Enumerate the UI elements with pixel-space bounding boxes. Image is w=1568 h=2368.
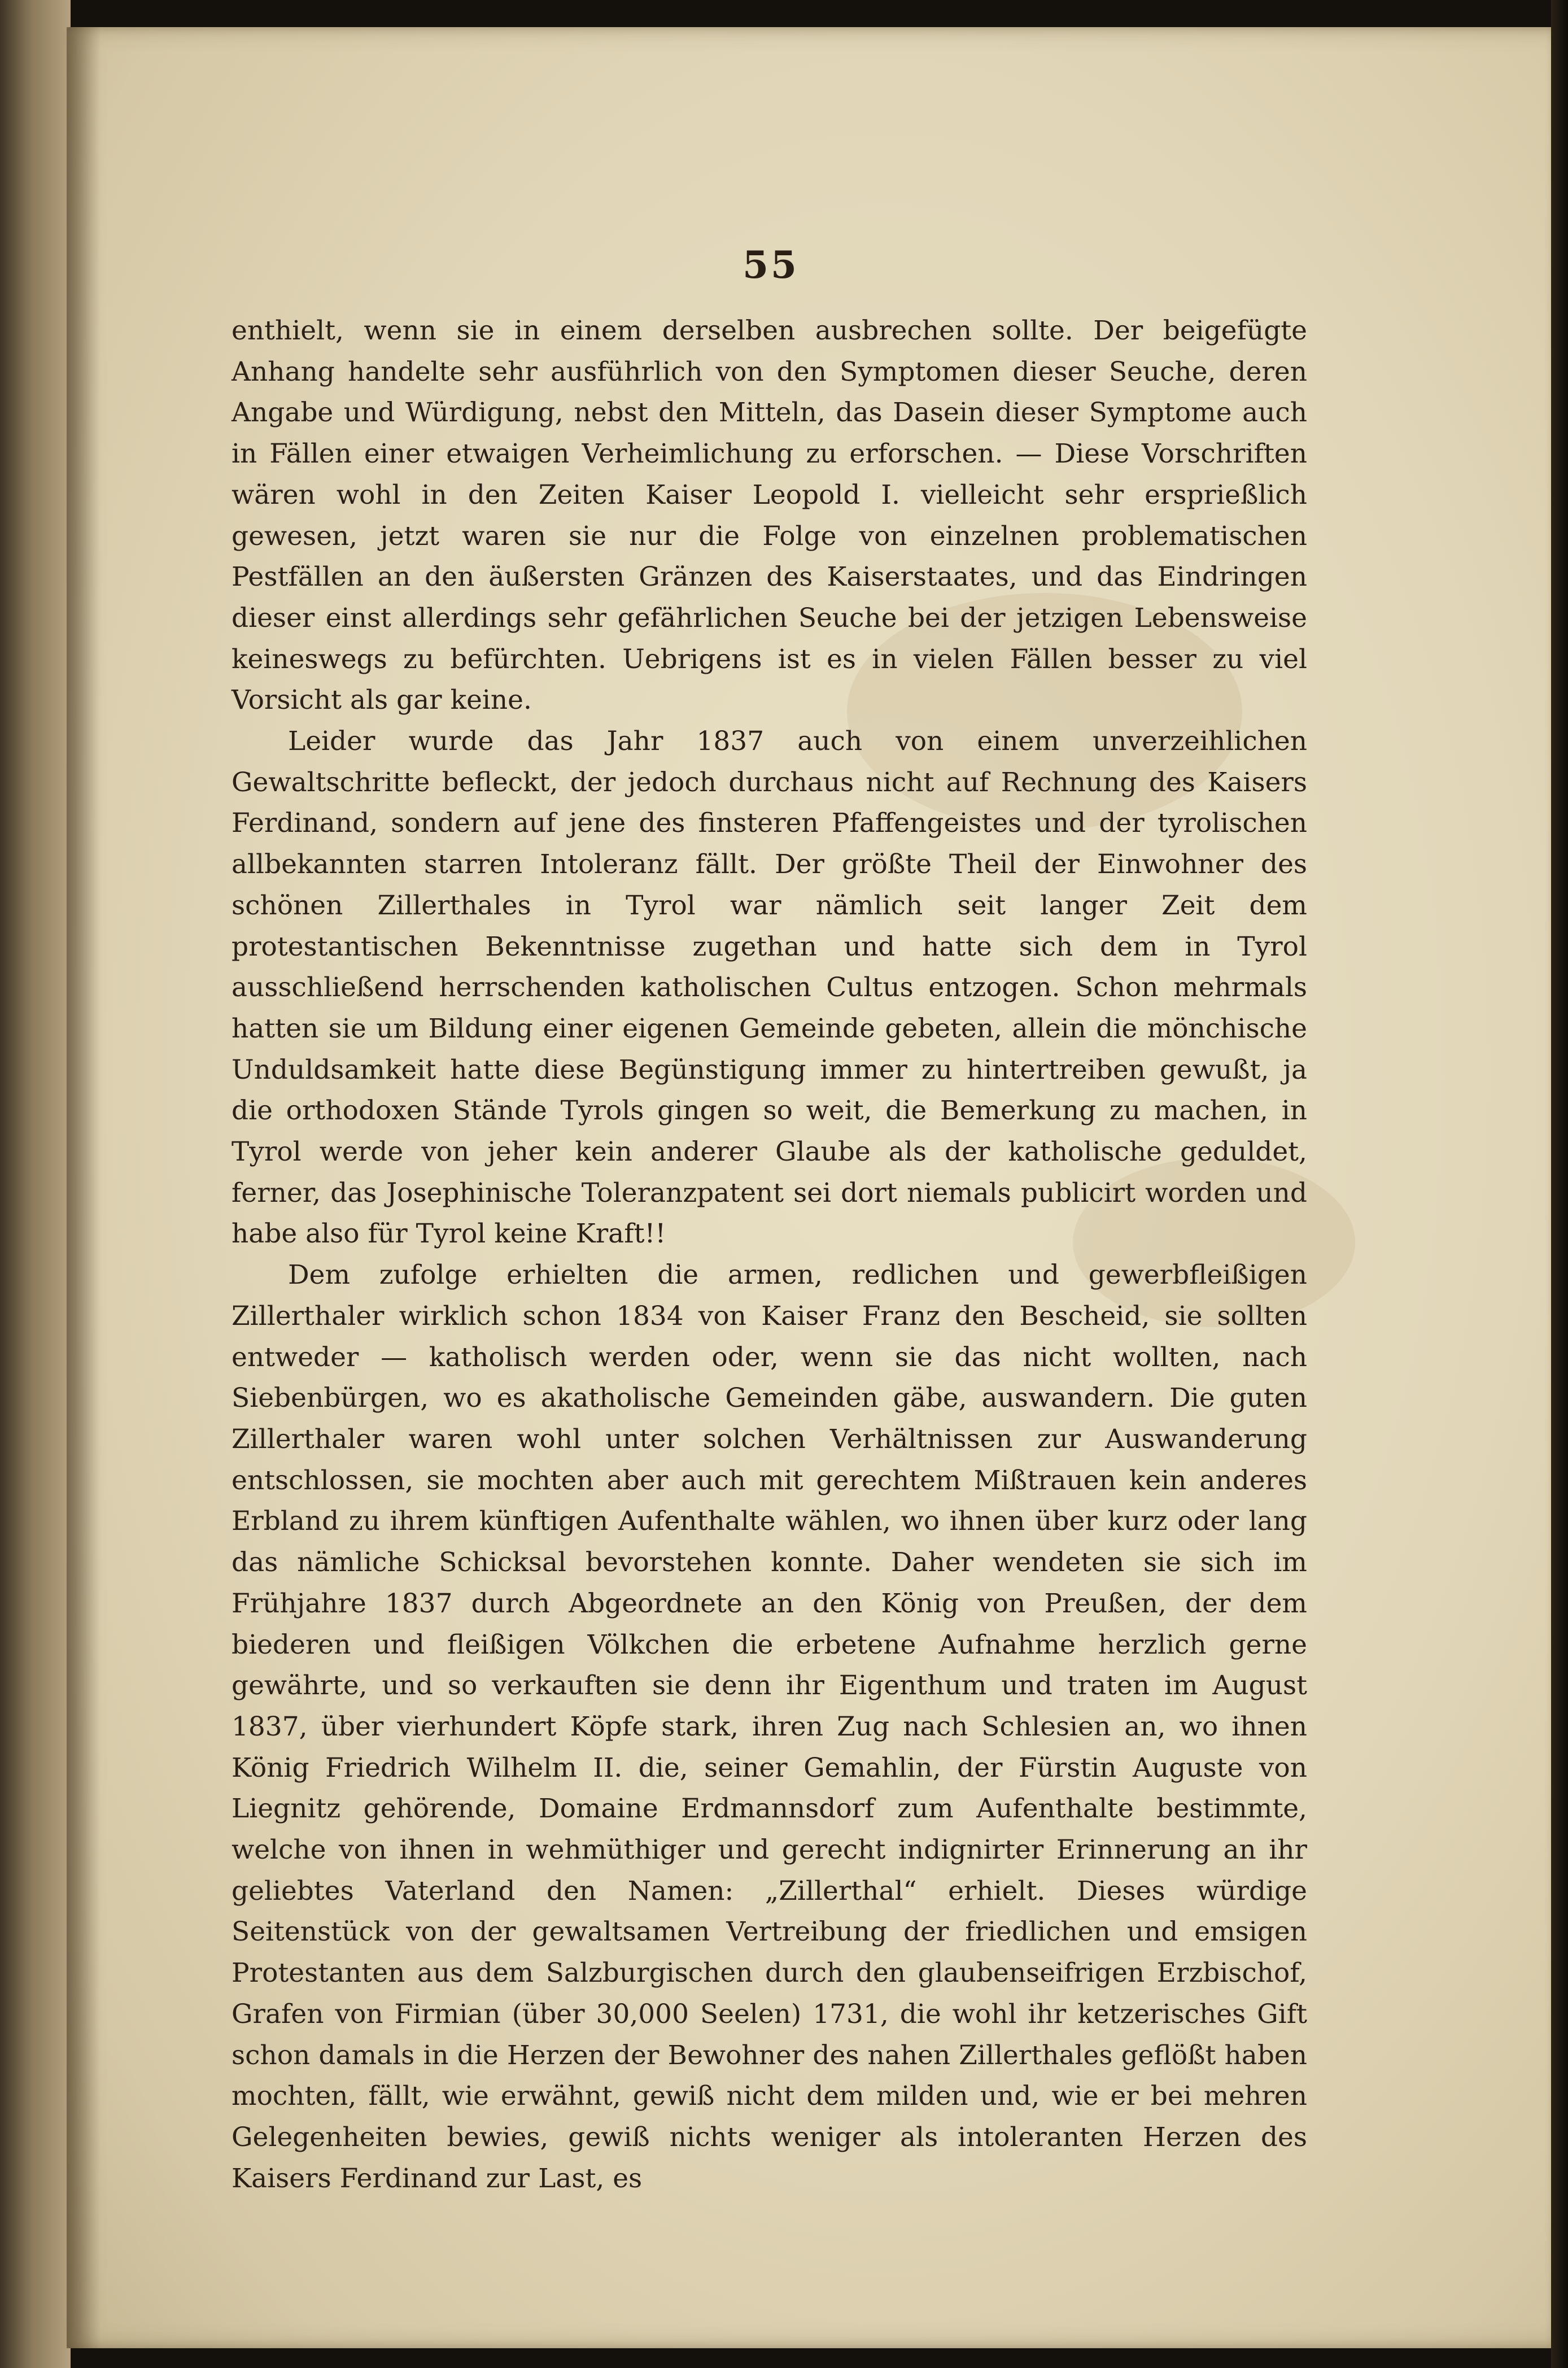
paragraph: Dem zufolge erhielten die armen, redlichen und gewerbfleißigen Zillerthaler wirklich schon 1834 von Kaiser Franz den Bescheid, sie sollten entweder — katholisch werden oder, wenn sie das nicht wollten, nach Siebenbürgen, wo es akatholische Gemeinden gäbe, auswandern. Die guten Zillerthaler waren wohl unter solchen Verhältnissen zur Auswanderung entschlossen, sie mochten aber auch mit gerechtem Mißtrauen kein anderes Erbland zu ihrem künftigen Aufenthalte wählen, wo ihnen über kurz oder lang das nämliche Schicksal bevorstehen konnte. Daher wendeten sie sich im Frühjahre 1837 durch Abgeordnete an den König von Preußen, der dem biederen und fleißigen Völkchen die erbetene Aufnahme herzlich gerne gewährte, und so verkauften sie denn ihr Eigenthum und traten im August 1837, über vierhundert Köpfe stark, ihren Zug nach Schlesien an, wo ihnen König Friedrich Wilhelm II. die, seiner Gemahlin, der Fürstin Auguste von Liegnitz gehörende, Domaine Erdmannsdorf zum Aufenthalte bestimmte, welche von ihnen in wehmüthiger und gerecht indignirter Erinnerung an ihr geliebtes Vaterland den Namen: „Zillerthal“ erhielt. Dieses würdige Seitenstück von der gewaltsamen Vertreibung der friedlichen und emsigen Protestanten aus dem Salzburgischen durch den glaubenseifrigen Erzbischof, Grafen von Firmian (über 30,000 Seelen) 1731, die wohl ihr ketzerisches Gift schon damals in die Herzen der Bewohner des nahen Zillerthales geflößt haben mochten, fällt, wie erwähnt, gewiß nicht dem milden und, wie er bei mehren Gelegenheiten bewies, gewiß nichts weniger als intoleranten Herzen des Kaisers Ferdinand zur Last, es: [232, 1259, 1307, 2194]
previous-page-edge: [0, 0, 71, 2368]
spine-shadow: [67, 27, 101, 2348]
page-body-text: [232, 311, 1307, 2199]
paragraph: enthielt, wenn sie in einem derselben ausbrechen sollte. Der beigefügte Anhang handelte sehr ausführlich von den Symptomen dieser Seuche, deren Angabe und Würdigung, nebst den Mitteln, das Dasein dieser Symptome auch in Fällen einer etwaigen Verheimlichung zu erforschen. — Diese Vorschriften wären wohl in den Zeiten Kaiser Leopold I. vielleicht sehr ersprießlich gewesen, jetzt waren sie nur die Folge von einzelnen problematischen Pestfällen an den äußersten Gränzen des Kaiserstaates, und das Eindringen dieser einst allerdings sehr gefährlichen Seuche bei der jetzigen Lebensweise keineswegs zu befürchten. Uebrigens ist es in vielen Fällen besser zu viel Vorsicht als gar keine.: [232, 315, 1307, 716]
page-number: 55: [742, 243, 799, 287]
paragraph: Leider wurde das Jahr 1837 auch von einem unverzeihlichen Gewaltschritte befleckt, der jedoch durchaus nicht auf Rechnung des Kaisers Ferdinand, sondern auf jene des finsteren Pfaffengeistes und der tyrolischen allbekannten starren Intoleranz fällt. Der größte Theil der Einwohner des schönen Zillerthales in Tyrol war nämlich seit langer Zeit dem protestantischen Bekenntnisse zugethan und hatte sich dem in Tyrol ausschließend herrschenden katholischen Cultus entzogen. Schon mehrmals hatten sie um Bildung einer eigenen Gemeinde gebeten, allein die mönchische Unduldsamkeit hatte diese Begünstigung immer zu hintertreiben gewußt, ja die orthodoxen Stände Tyrols gingen so weit, die Bemerkung zu machen, in Tyrol werde von jeher kein anderer Glaube als der katholische geduldet, ferner, das Josephinische Toleranzpatent sei dort niemals publicirt worden und habe also für Tyrol keine Kraft!!: [232, 726, 1307, 1250]
scan-right-edge: [1551, 0, 1568, 2368]
